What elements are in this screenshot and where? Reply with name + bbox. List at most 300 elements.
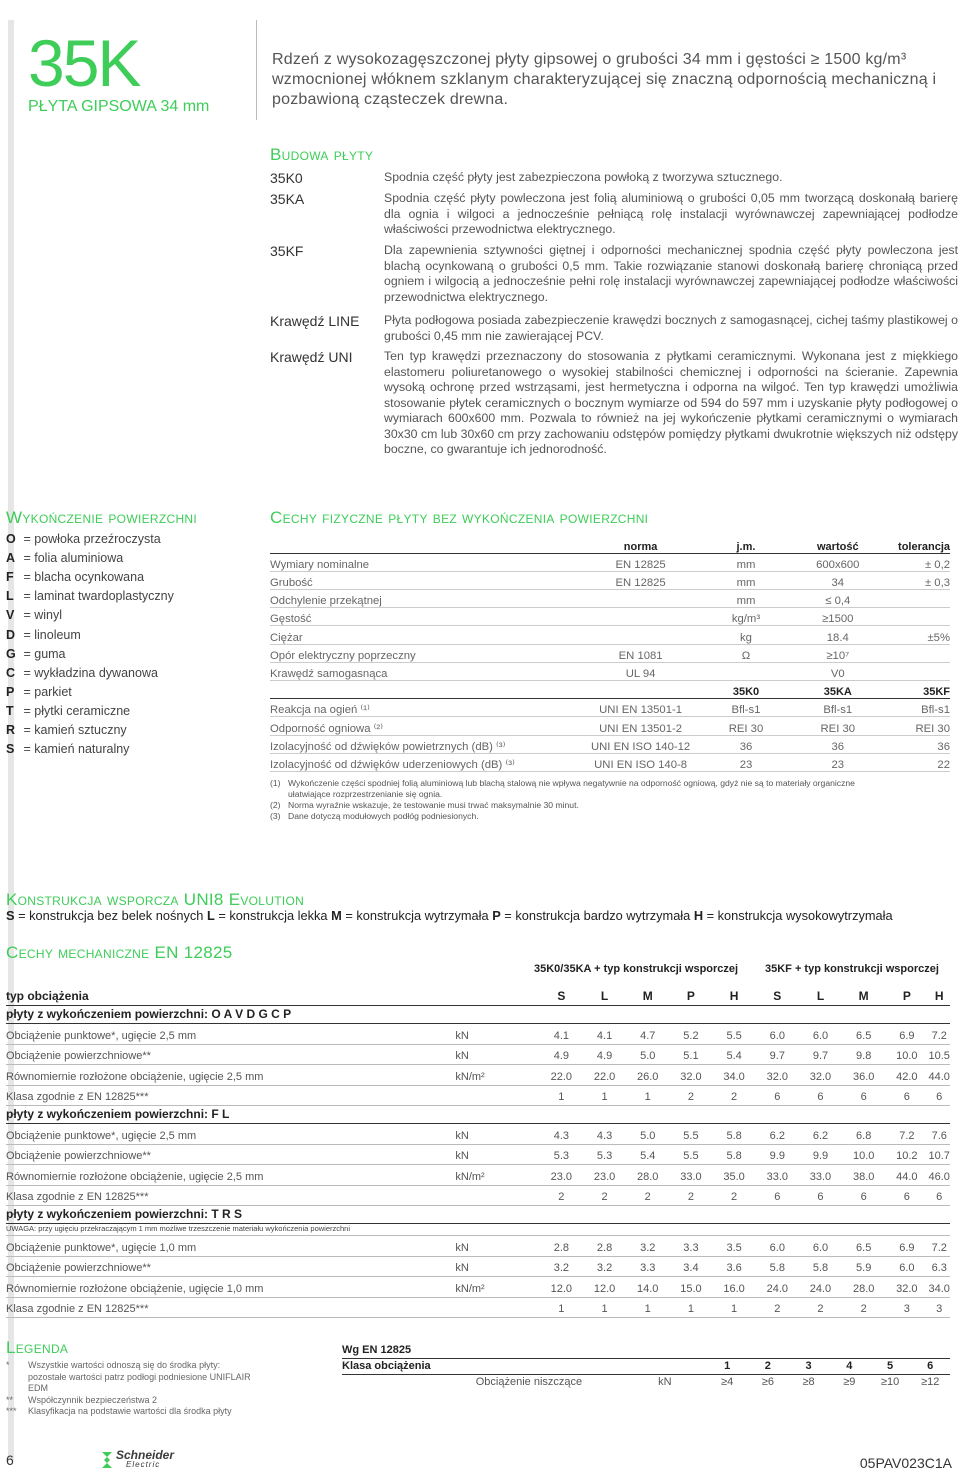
cell: EN 1081 xyxy=(583,644,699,662)
cell: mm xyxy=(698,571,793,589)
row-value: 7.2 xyxy=(928,1024,950,1045)
table-row xyxy=(270,590,950,608)
cell xyxy=(583,608,699,626)
cell: V0 xyxy=(794,662,882,680)
legenda-title: Legenda xyxy=(6,1338,69,1357)
table-row xyxy=(6,1085,950,1106)
construction-desc: = konstrukcja bez belek nośnych xyxy=(14,908,207,923)
group-title: płyty z wykończeniem powierzchni: O A V D G C P xyxy=(6,1006,950,1024)
row-value: 6.9 xyxy=(885,1236,928,1257)
row-value: 6.5 xyxy=(842,1024,885,1045)
page-number: 6 xyxy=(6,1452,14,1468)
row-value: 6 xyxy=(756,1185,799,1206)
finish-value: = laminat twardoplastyczny xyxy=(20,589,174,604)
row-label: Obciążenie punktowe*, ugięcie 2,5 mm xyxy=(6,1124,455,1145)
row-value: 2 xyxy=(713,1085,756,1106)
row-value: 1 xyxy=(540,1297,583,1318)
row-unit: kN xyxy=(455,1024,539,1045)
row-value: 6.5 xyxy=(842,1236,885,1257)
row-value: 2 xyxy=(713,1185,756,1206)
row-value: 1 xyxy=(583,1085,626,1106)
row-value: 24.0 xyxy=(756,1277,799,1298)
budowa-text: Ten typ krawędzi przeznaczony do stosowania z płytkami ceramicznymi. Wykonana jest z miękkiego elastomeru poliuretanowego o wysokiej stabilności chemicznej i odporności na ścieranie. Zapewnia wysoką ochronę przed wstrząsami, jest hermetyczna i odporna na wilgoć. Ten typ krawędzi umożliwia stosowanie płytek ceramicznych o bocznym wymiarze od 594 do 597 mm i uzyskanie płyty podłogowej o wymiarach 600x600 mm. Pozwala to również na jej wykończenie płytkami ceramicznymi o wymiarach 30x30 cm lub 30x60 cm przy zachowaniu odstępów pomiędzy płytkami dwukrotnie większych niż odstępy boczne, co gwarantuje ich jednorodność. xyxy=(384,349,958,456)
finish-key: O xyxy=(6,532,16,546)
row-value: 5.0 xyxy=(626,1044,669,1065)
cell: kg xyxy=(698,626,793,644)
cell: Reakcja na ogień ⁽¹⁾ xyxy=(270,699,583,717)
cell: ≥10⁷ xyxy=(794,644,882,662)
footnote-number: (2) xyxy=(270,800,281,810)
cell: Izolacyjność od dźwięków uderzeniowych (dB) ⁽³⁾ xyxy=(270,753,583,771)
budowa-text: Spodnia część płyty jest zabezpieczona powłoką z tworzywa sztucznego. xyxy=(384,170,783,184)
finish-item xyxy=(6,532,161,546)
cell: Odporność ogniowa ⁽²⁾ xyxy=(270,717,583,735)
cell xyxy=(583,681,699,699)
row-value: 34.0 xyxy=(713,1065,756,1086)
construction-desc: = konstrukcja lekka xyxy=(214,908,332,923)
finish-key: A xyxy=(6,551,16,566)
row-value: 32.0 xyxy=(799,1065,842,1086)
logo-brand: Schneider xyxy=(116,1448,175,1462)
row-label: Obciążenie powierzchniowe** xyxy=(6,1256,455,1277)
cell: ≤ 0,4 xyxy=(794,590,882,608)
row-value: 23.0 xyxy=(583,1165,626,1186)
wg-value: ≥9 xyxy=(843,1376,856,1389)
cell xyxy=(882,644,950,662)
cell: 36 xyxy=(698,735,793,753)
finish-item xyxy=(6,608,62,622)
row-unit xyxy=(455,985,539,1006)
row-value: 28.0 xyxy=(842,1277,885,1298)
footnote-text: Norma wyraźnie wskazuje, że testowanie musi trwać maksymalnie 30 minut. xyxy=(288,800,579,810)
row-value: 5.1 xyxy=(669,1044,712,1065)
row-value: 10.0 xyxy=(885,1044,928,1065)
finish-item xyxy=(6,628,81,642)
row-value: 35.0 xyxy=(713,1165,756,1186)
row-value: 6 xyxy=(928,1185,950,1206)
row-value: 36.0 xyxy=(842,1065,885,1086)
row-value: 4.9 xyxy=(540,1044,583,1065)
row-value: 5.3 xyxy=(540,1144,583,1165)
footnote xyxy=(270,800,890,811)
cell: UNI EN 13501-1 xyxy=(583,699,699,717)
row-value: 3.6 xyxy=(713,1256,756,1277)
group-header-row xyxy=(6,1106,950,1124)
row-value: 5.4 xyxy=(713,1044,756,1065)
mechaniczne-title: Cechy mechaniczne EN 12825 xyxy=(6,943,233,962)
cell: Grubość xyxy=(270,571,583,589)
wg-class-label: Klasa obciążenia xyxy=(342,1358,707,1374)
row-value: 24.0 xyxy=(799,1277,842,1298)
table-row xyxy=(6,1236,950,1257)
finish-value: = linoleum xyxy=(20,627,81,642)
construction-code: L xyxy=(206,908,215,923)
row-value: 6 xyxy=(928,1085,950,1106)
cell: 600x600 xyxy=(794,553,882,571)
row-unit: kN xyxy=(455,1236,539,1257)
row-value: 10.2 xyxy=(885,1144,928,1165)
row-value: S xyxy=(756,985,799,1006)
table-row xyxy=(270,717,950,735)
row-label: Klasa zgodnie z EN 12825*** xyxy=(6,1185,455,1206)
finish-key: G xyxy=(6,646,16,661)
row-value: 2 xyxy=(583,1185,626,1206)
group-header-row xyxy=(6,1206,950,1224)
row-value: 5.5 xyxy=(713,1024,756,1045)
cell: Gęstość xyxy=(270,608,583,626)
cell: 36 xyxy=(882,735,950,753)
row-value: 4.3 xyxy=(540,1124,583,1145)
row-value: 6 xyxy=(799,1085,842,1106)
row-value: 3.4 xyxy=(669,1256,712,1277)
wg-title: Wg EN 12825 xyxy=(342,1342,950,1358)
row-value: 5.2 xyxy=(669,1024,712,1045)
row-value: 1 xyxy=(713,1297,756,1318)
cell: 23 xyxy=(794,753,882,771)
row-value: P xyxy=(669,985,712,1006)
row-value: 6.0 xyxy=(799,1024,842,1045)
cell: Wymiary nominalne xyxy=(270,553,583,571)
cell xyxy=(882,662,950,680)
cell: REI 30 xyxy=(794,717,882,735)
row-value: 2 xyxy=(669,1085,712,1106)
wg-title-row xyxy=(342,1342,950,1358)
table-row xyxy=(6,1277,950,1298)
row-value: 5.0 xyxy=(626,1124,669,1145)
row-value: 4.1 xyxy=(540,1024,583,1045)
row-value: 6 xyxy=(885,1185,928,1206)
table-row xyxy=(270,735,950,753)
finish-value: = wykładzina dywanowa xyxy=(20,665,158,680)
row-unit: kN/m² xyxy=(455,1065,539,1086)
intro-text: Rdzeń z wysokozagęszczonej płyty gipsowej o grubości 34 mm i gęstości ≥ 1500 kg/m³ wzmocnionej włóknem szklanym charakteryzującej się znaczną odpornością mechaniczną i pozbawioną cząsteczek drewna. xyxy=(272,51,937,108)
row-value: 38.0 xyxy=(842,1165,885,1186)
budowa-code: Krawędź LINE xyxy=(270,313,360,329)
finish-item xyxy=(6,570,144,584)
cell xyxy=(583,590,699,608)
row-value: 4.3 xyxy=(583,1124,626,1145)
header-divider xyxy=(256,20,257,120)
row-value: 2 xyxy=(626,1185,669,1206)
cechy-notes xyxy=(270,778,890,822)
row-value: P xyxy=(885,985,928,1006)
cell: kg/m³ xyxy=(698,608,793,626)
budowa-text: Płyta podłogowa posiada zabezpieczenie krawędzi bocznych z samogasnącej, cichej taśmy plastikowej o grubości 0,45 mm nie zawierającej PCV. xyxy=(384,313,958,343)
cell xyxy=(270,535,583,553)
row-label: Obciążenie punktowe*, ugięcie 2,5 mm xyxy=(6,1024,455,1045)
row-value: 6 xyxy=(885,1085,928,1106)
group-note-row xyxy=(6,1224,950,1236)
cell: EN 12825 xyxy=(583,571,699,589)
row-label: Klasa zgodnie z EN 12825*** xyxy=(6,1085,455,1106)
cell: ≥1500 xyxy=(794,608,882,626)
row-value: 2 xyxy=(799,1297,842,1318)
mechaniczne-table xyxy=(6,985,950,1318)
row-label: Równomiernie rozłożone obciążenie, ugięcie 1,0 mm xyxy=(6,1277,455,1298)
cell: 34 xyxy=(794,571,882,589)
row-value: 5.5 xyxy=(669,1144,712,1165)
row-value: 2 xyxy=(842,1297,885,1318)
construction-code: H xyxy=(693,908,704,923)
cell: Odchylenie przekątnej xyxy=(270,590,583,608)
row-value: 1 xyxy=(626,1085,669,1106)
row-value: 12.0 xyxy=(540,1277,583,1298)
table-row xyxy=(270,753,950,771)
row-value: 22.0 xyxy=(583,1065,626,1086)
row-value: 1 xyxy=(540,1085,583,1106)
cell: REI 30 xyxy=(882,717,950,735)
finish-key: F xyxy=(6,570,14,585)
table-header xyxy=(270,535,950,553)
row-value: 1 xyxy=(626,1297,669,1318)
wg-class: 2 xyxy=(748,1358,789,1374)
group-header-row xyxy=(6,1006,950,1024)
row-value: 44.0 xyxy=(885,1165,928,1186)
finish-key: T xyxy=(6,703,14,718)
cell: ±5% xyxy=(882,626,950,644)
row-unit: kN xyxy=(455,1044,539,1065)
row-value: 7.2 xyxy=(885,1124,928,1145)
wg-row-label: Obciążenie niszczące xyxy=(475,1376,583,1389)
row-value: 6.2 xyxy=(756,1124,799,1145)
row-value: 5.5 xyxy=(669,1124,712,1145)
cell: UL 94 xyxy=(583,662,699,680)
row-value: 3.2 xyxy=(626,1236,669,1257)
finish-key: D xyxy=(6,627,16,642)
cell xyxy=(270,681,583,699)
row-value: 3 xyxy=(885,1297,928,1318)
budowa-text: Dla zapewnienia sztywności giętnej i odporności mechanicznej spodnia część płyty powleczona jest blachą ocynkowaną o grubości 0,5 mm. Takie rozwiązanie stanowi doskonałą barierę chroniącą przed ogniem i wilgocią a jednocześnie pełni rolę instalacji wyrównawczej zapewniającej podłodze właściwości przewodnictwa elektrycznego. xyxy=(384,243,958,304)
wg-empty xyxy=(342,1374,476,1390)
cell xyxy=(882,590,950,608)
table-row xyxy=(270,553,950,571)
construction-code: M xyxy=(331,908,342,923)
cell xyxy=(698,662,793,680)
row-value: 2 xyxy=(669,1185,712,1206)
row-value: 6.0 xyxy=(756,1024,799,1045)
row-value: 12.0 xyxy=(583,1277,626,1298)
row-value: M xyxy=(626,985,669,1006)
table-row xyxy=(6,1044,950,1065)
budowa-code: 35K0 xyxy=(270,170,303,186)
finish-key: L xyxy=(6,589,14,604)
finish-value: = kamień sztuczny xyxy=(20,723,127,737)
row-value: 23.0 xyxy=(540,1165,583,1186)
row-unit: kN/m² xyxy=(455,1277,539,1298)
group-note: UWAGA: przy ugięciu przekraczającym 1 mm możliwe trzeszczenie materiału wykończenia powierzchni xyxy=(6,1224,950,1236)
row-value: 9.7 xyxy=(799,1044,842,1065)
cell: 36 xyxy=(794,735,882,753)
row-value: 7.2 xyxy=(928,1236,950,1257)
finish-key: S xyxy=(6,742,15,757)
legend-item xyxy=(6,1406,256,1418)
finish-item xyxy=(6,742,129,756)
row-value: 6 xyxy=(842,1185,885,1206)
row-unit xyxy=(455,1185,539,1206)
cell: wartość xyxy=(794,535,882,553)
footnote-number: (1) xyxy=(270,778,281,788)
row-value: 5.8 xyxy=(713,1144,756,1165)
cell xyxy=(882,608,950,626)
row-value: 6.8 xyxy=(842,1124,885,1145)
row-value: 9.9 xyxy=(756,1144,799,1165)
wg-value: ≥6 xyxy=(761,1376,774,1389)
table-row xyxy=(6,1024,950,1045)
group-a-header: 35K0/35KA + typ konstrukcji wsporczej xyxy=(534,963,739,975)
legend-marker: ** xyxy=(6,1394,14,1405)
row-value: 6.0 xyxy=(799,1236,842,1257)
cell xyxy=(583,626,699,644)
finish-value: = płytki ceramiczne xyxy=(20,703,131,718)
table-row xyxy=(6,1297,950,1318)
row-value: 32.0 xyxy=(885,1277,928,1298)
row-value: 5.8 xyxy=(713,1124,756,1145)
row-label: typ obciążenia xyxy=(6,985,455,1006)
finish-item xyxy=(6,723,127,737)
cell: 35K0 xyxy=(698,681,793,699)
footnote xyxy=(270,778,890,800)
row-unit xyxy=(455,1297,539,1318)
footnote-text: Wykończenie części spodniej folią aluminiową lub blachą stalową nie wpływa negatywnie na odporność ogniową, gdyż nie są to materiały organiczne ułatwiające rozprzestrzenianie się ognia. xyxy=(288,778,855,799)
konstrukcja-title: Konstrukcja wsporcza UNI8 Evolution xyxy=(6,890,305,909)
row-value: 6.9 xyxy=(885,1024,928,1045)
row-unit: kN/m² xyxy=(455,1165,539,1186)
footnote-text: Dane dotyczą modułowych podłóg podniesionych. xyxy=(288,811,479,821)
construction-code: P xyxy=(492,908,501,923)
row-label: Równomiernie rozłożone obciążenie, ugięcie 2,5 mm xyxy=(6,1065,455,1086)
cell: Izolacyjność od dźwięków powietrznych (dB) ⁽³⁾ xyxy=(270,735,583,753)
budowa-code: 35KA xyxy=(270,191,305,207)
legend-text: Klasyfikacja na podstawie wartości dla środka płyty xyxy=(28,1406,232,1416)
cell: 35KA xyxy=(794,681,882,699)
cell: mm xyxy=(698,553,793,571)
cell: ± 0,3 xyxy=(882,571,950,589)
legenda-list xyxy=(6,1360,256,1418)
legend-item xyxy=(6,1360,256,1395)
row-value: 42.0 xyxy=(885,1065,928,1086)
row-value: 16.0 xyxy=(713,1277,756,1298)
wg-value: ≥4 xyxy=(721,1376,734,1389)
row-value: 46.0 xyxy=(928,1165,950,1186)
row-value: 9.9 xyxy=(799,1144,842,1165)
table-row xyxy=(6,1256,950,1277)
legend-text: Współczynnik bezpieczeństwa 2 xyxy=(28,1394,158,1405)
row-value: 15.0 xyxy=(669,1277,712,1298)
row-value: H xyxy=(713,985,756,1006)
cell: 18.4 xyxy=(794,626,882,644)
cell: Krawędź samogasnąca xyxy=(270,662,583,680)
row-value: 6 xyxy=(799,1185,842,1206)
row-label: Równomiernie rozłożone obciążenie, ugięcie 2,5 mm xyxy=(6,1165,455,1186)
construction-desc: = konstrukcja wysokowytrzymała xyxy=(703,908,893,923)
cell: mm xyxy=(698,590,793,608)
wg-unit: kN xyxy=(658,1376,672,1389)
finish-item xyxy=(6,647,66,661)
cell: ± 0,2 xyxy=(882,553,950,571)
wg-value: ≥10 xyxy=(880,1376,900,1389)
finish-item xyxy=(6,551,123,565)
finish-value: = parkiet xyxy=(20,684,72,699)
budowa-title: Budowa płyty xyxy=(270,145,374,164)
row-value: 7.6 xyxy=(928,1124,950,1145)
construction-desc: = konstrukcja bardzo wytrzymała xyxy=(500,908,694,923)
budowa-code: 35KF xyxy=(270,243,304,259)
schneider-logo-icon xyxy=(100,1450,114,1470)
row-value: 6.0 xyxy=(756,1236,799,1257)
document-code: 05PAV023C1A xyxy=(859,1455,952,1471)
cell: norma xyxy=(583,535,699,553)
row-value: 33.0 xyxy=(799,1165,842,1186)
wg-value-row xyxy=(342,1374,950,1390)
finish-item xyxy=(6,685,72,699)
row-value: 26.0 xyxy=(626,1065,669,1086)
product-name: PŁYTA GIPSOWA 34 mm xyxy=(28,98,210,115)
row-unit: kN xyxy=(455,1144,539,1165)
row-value: 5.3 xyxy=(583,1144,626,1165)
row-value: 6.3 xyxy=(928,1256,950,1277)
cell: 35KF xyxy=(882,681,950,699)
row-value: 3.3 xyxy=(626,1256,669,1277)
row-value: L xyxy=(583,985,626,1006)
legend-marker: * xyxy=(6,1360,10,1370)
table-row xyxy=(270,699,950,717)
cell: UNI EN 13501-2 xyxy=(583,717,699,735)
cell: UNI EN ISO 140-8 xyxy=(583,753,699,771)
cechy-fizyczne-table xyxy=(270,535,950,772)
finish-value: = winyl xyxy=(20,608,63,623)
table-subheader xyxy=(270,681,950,699)
wg-class: 5 xyxy=(870,1358,911,1374)
cell: Bfl-s1 xyxy=(794,699,882,717)
wg-class-row xyxy=(342,1358,950,1374)
budowa-text: Spodnia część płyty powleczona jest folią aluminiową o grubości 0,05 mm tworzącą doskonałą barierę dla ognia i wilgoci a jednocześnie pełniącą rolę instalacji wyrównawczej zapewniającej podłodze właściwości przewodnictwa elektrycznego. xyxy=(384,191,958,236)
row-value: 5.4 xyxy=(626,1144,669,1165)
group-title: płyty z wykończeniem powierzchni: F L xyxy=(6,1106,950,1124)
cechy-fizyczne-title: Cechy fizyczne płyty bez wykończenia powierzchni xyxy=(270,508,649,527)
budowa-code: Krawędź UNI xyxy=(270,349,353,365)
wg-class: 3 xyxy=(788,1358,829,1374)
row-unit: kN xyxy=(455,1124,539,1145)
row-value: 5.8 xyxy=(756,1256,799,1277)
row-value: 10.5 xyxy=(928,1044,950,1065)
wg-value: ≥12 xyxy=(921,1376,940,1389)
row-value: 3.2 xyxy=(583,1256,626,1277)
type-header-row xyxy=(6,985,950,1006)
row-label: Obciążenie powierzchniowe** xyxy=(6,1044,455,1065)
wg-class: 4 xyxy=(829,1358,870,1374)
row-value: 2 xyxy=(756,1297,799,1318)
row-unit xyxy=(455,1085,539,1106)
finish-value: = blacha ocynkowana xyxy=(20,570,145,585)
row-value: 14.0 xyxy=(626,1277,669,1298)
finish-item xyxy=(6,589,174,603)
table-row xyxy=(270,608,950,626)
row-value: 33.0 xyxy=(669,1165,712,1186)
footnote xyxy=(270,811,890,822)
row-value: 34.0 xyxy=(928,1277,950,1298)
row-value: 4.9 xyxy=(583,1044,626,1065)
row-value: 6.2 xyxy=(799,1124,842,1145)
row-value: 10.0 xyxy=(842,1144,885,1165)
product-code: 35K xyxy=(28,26,140,100)
row-value: 3.2 xyxy=(540,1256,583,1277)
cell: 22 xyxy=(882,753,950,771)
wg-table xyxy=(342,1342,950,1390)
konstrukcja-legend xyxy=(6,908,893,923)
finish-key: R xyxy=(6,723,16,737)
row-label: Klasa zgodnie z EN 12825*** xyxy=(6,1297,455,1318)
row-value: S xyxy=(540,985,583,1006)
